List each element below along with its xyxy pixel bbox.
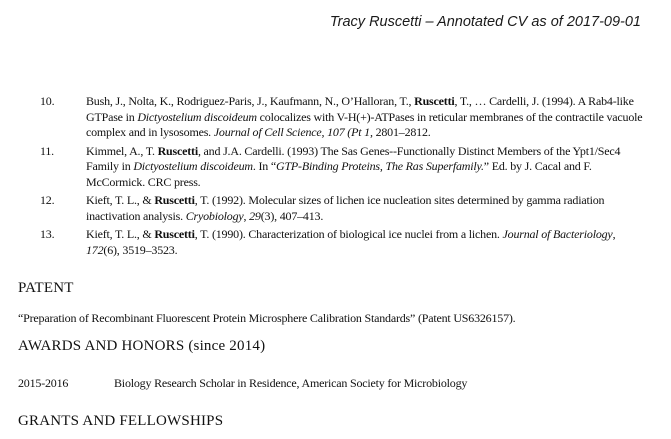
citation-authors-rest: , T., … Cardelli, J. (1994). A Rab4-like GTPase in (86, 94, 634, 124)
citation-italic-term: Cryobiology (185, 208, 244, 223)
publication-item (40, 144, 645, 191)
citation-journal: 172 (86, 242, 104, 257)
award-years: 2015-2016 (18, 376, 69, 390)
citation-highlight-author: Ruscetti (154, 227, 195, 241)
publication-citation (86, 94, 645, 141)
citation-tail: (6), 3519–3523. (103, 242, 178, 257)
awards-section-heading: AWARDS AND HONORS (since 2014) (18, 338, 266, 354)
citation-tail: ” Ed. by J. Cacal and F. McCormick. CRC press. (86, 159, 592, 189)
citation-highlight-author: Ruscetti (157, 143, 198, 158)
citation-body: , (243, 208, 250, 223)
citation-authors: Kimmel, A., T. (86, 143, 158, 158)
publication-citation (86, 227, 645, 258)
citation-body: , (612, 227, 616, 241)
citation-italic-term: Dictyostelium discoideum (137, 109, 257, 124)
citation-authors-rest: , T. (1990). Characterization of biological ice nuclei from a lichen. (194, 227, 503, 241)
citation-body: colocalizes with V-H(+)-ATPases in reticular membranes of the contractile vacuole complex and in lysosomes. (86, 109, 643, 139)
citation-journal: 29 (249, 208, 261, 223)
publication-item (40, 193, 645, 224)
publication-item (40, 94, 645, 141)
citation-authors: Kieft, T. L., & (86, 193, 155, 207)
citation-authors-rest: , T. (1992). Molecular sizes of lichen ice nucleation sites determined by gamma radiation inactivation analysis. (86, 193, 605, 223)
publication-number: 12. (40, 193, 55, 207)
patent-section-heading: PATENT (18, 280, 74, 296)
citation-body: . In “ (252, 159, 276, 173)
grants-section-heading: GRANTS AND FELLOWSHIPS (18, 413, 224, 429)
publication-list (40, 94, 645, 261)
citation-authors: Kieft, T. L., & (86, 227, 155, 241)
patent-entry: “Preparation of Recombinant Fluorescent Protein Microsphere Calibration Standards” (Patent US6326157). (18, 311, 516, 325)
cv-header-title: Tracy Ruscetti – Annotated CV as of 2017-09-01 (329, 14, 641, 30)
publication-number: 13. (40, 227, 55, 241)
publication-number: 11. (40, 143, 54, 158)
citation-tail: (3), 407–413. (260, 208, 324, 223)
citation-journal: GTP-Binding Proteins, The Ras Superfamily. (275, 159, 484, 173)
citation-journal: Journal of Cell Science, 107 (Pt 1, (213, 125, 373, 139)
award-title: Biology Research Scholar in Residence, American Society for Microbiology (114, 376, 468, 390)
citation-authors-rest: , and J.A. Cardelli. (1993) The Sas Genes--Functionally Distinct Members of the Ypt1/Sec4 Family in (86, 143, 621, 173)
citation-highlight-author: Ruscetti (154, 193, 195, 207)
citation-highlight-author: Ruscetti (414, 94, 455, 108)
citation-authors: Bush, J., Nolta, K., Rodriguez-Paris, J., Kaufmann, N., O’Halloran, T., (86, 94, 415, 108)
publication-citation (86, 193, 645, 224)
publication-item (40, 227, 645, 258)
citation-italic-term: Journal of Bacteriology (502, 227, 613, 241)
publication-number: 10. (40, 94, 55, 108)
publication-citation (86, 144, 645, 191)
citation-italic-term: Dictyostelium discoideum (133, 159, 253, 173)
citation-tail: 2801–2812. (372, 125, 431, 139)
